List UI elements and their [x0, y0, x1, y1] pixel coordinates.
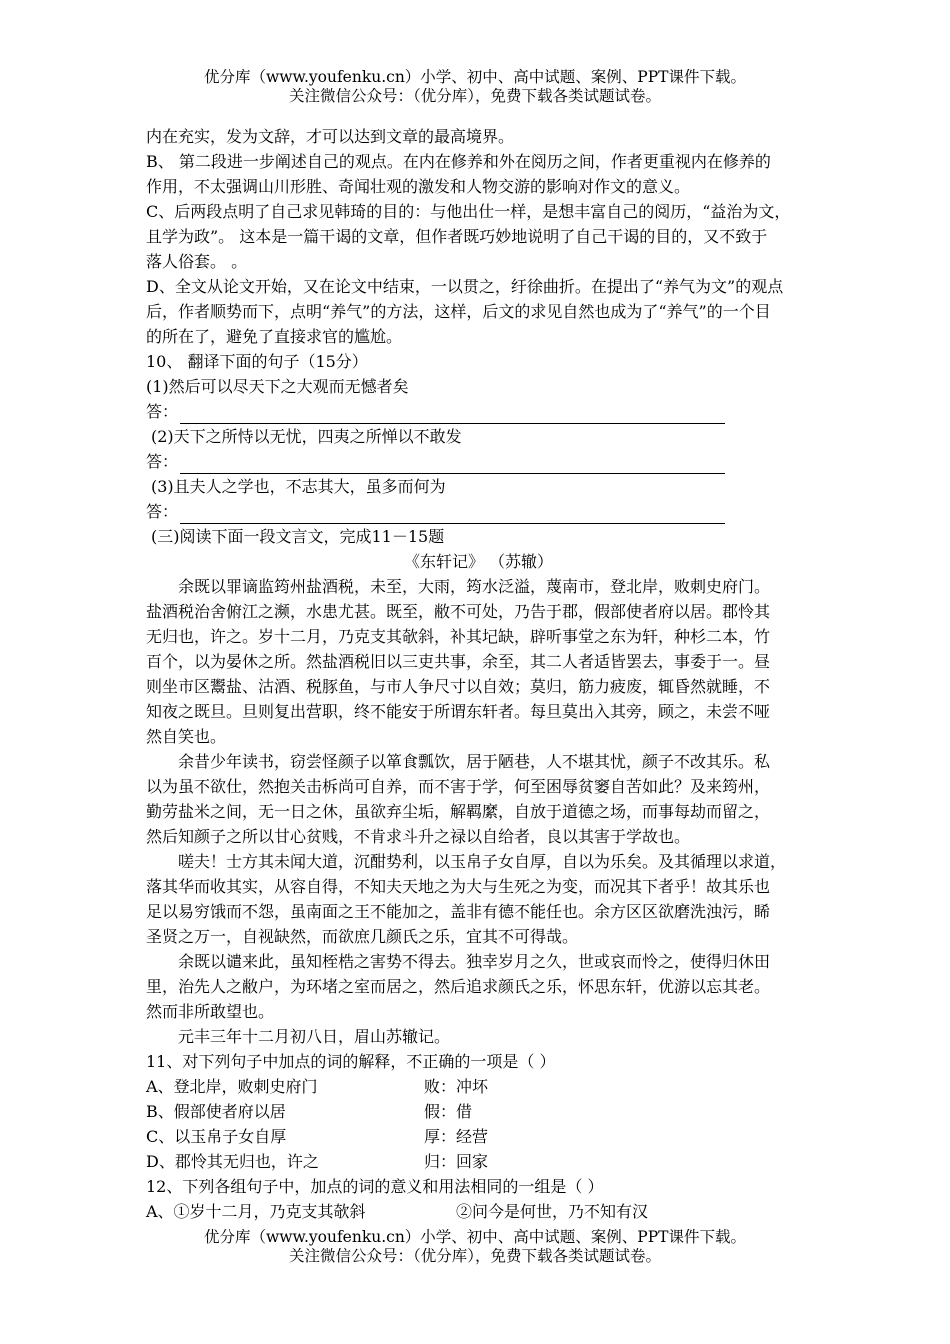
passage-line: 余既以谴来此，虽知桎梏之害势不得去。独幸岁月之久，世或哀而怜之，使得归休田: [178, 952, 771, 971]
answer-label: 答：: [146, 502, 179, 521]
option-text: C、以玉帛子女自厚: [146, 1127, 287, 1146]
page-header: [0, 68, 950, 106]
passage-line: 嗟夫！士方其未闻大道，沉酣势利，以玉帛子女自厚，自以为乐矣。及其循理以求道，: [178, 852, 787, 871]
question-11-option-a: [146, 1074, 811, 1099]
option-d-line: D、全文从论文开始，又在论文中结束，一以贯之，纡徐曲折。在提出了“养气为文”的观点: [146, 277, 784, 296]
text-line: 且学为政”。 这本是一篇干谒的文章，但作者既巧妙地说明了自己干谒的目的，又不致于: [146, 227, 768, 246]
passage-line: 落其华而收其实，从容自得，不知夫天地之为大与生死之为变，而况其下者乎！故其乐也: [146, 877, 771, 896]
passage-line: 然而非所敢望也。: [146, 1002, 275, 1021]
passage-line: 余既以罪谪监筠州盐酒税，未至，大雨，筠水泛溢，蔑南市，登北岸，败刺史府门。: [178, 577, 771, 596]
question-10-1: (1)然后可以尽天下之大观而无憾者矣: [146, 377, 409, 396]
passage-signature: 元丰三年十二月初八日，眉山苏辙记。: [178, 1027, 451, 1046]
option-gloss: 归：回家: [424, 1152, 489, 1171]
page-footer: [0, 1228, 950, 1266]
question-10-2: (2)天下之所恃以无忧，四夷之所惮以不敢发: [151, 427, 462, 446]
answer-blank[interactable]: [180, 405, 725, 424]
passage-line: 百个，以为晏休之所。然盐酒税旧以三吏共事，余至，其二人者适皆罢去，事委于一。昼: [146, 652, 771, 671]
passage-line: 里，治先人之敝户，为环堵之室而居之，然后追求颜氏之乐，怀思东轩，优游以忘其老。: [146, 977, 771, 996]
text-line: 内在充实，发为文辞，才可以达到文章的最高境界。: [146, 127, 515, 146]
option-text: A、登北岸，败刺史府门: [146, 1077, 318, 1096]
footer-line-1: 优分库（www.youfenku.cn）小学、初中、高中试题、案例、PPT课件下载。: [203, 1228, 747, 1246]
footer-line-2: 关注微信公众号：（优分库），免费下载各类试题试卷。: [288, 1247, 661, 1265]
question-11-option-c: [146, 1124, 811, 1149]
question-12-option-a: [146, 1199, 811, 1224]
passage-title: 《东轩记》 （苏辙）: [403, 552, 554, 571]
question-11-option-d: [146, 1149, 811, 1174]
passage-line: 则坐市区鬻盐、沽酒、税豚鱼，与市人争尺寸以自效；莫归，筋力疲废，辄昏然就睡，不: [146, 677, 771, 696]
answer-label: 答：: [146, 452, 179, 471]
answer-row: [146, 399, 811, 424]
text-line: 后，作者顺势而下，点明“养气”的方法，这样，后文的求见自然也成为了“养气”的一个目: [146, 302, 771, 321]
question-11-option-b: [146, 1099, 811, 1124]
passage-line: 足以易穷饿而不怨，虽南面之王不能加之，盖非有德不能任也。余方区区欲磨洗浊污，睎: [146, 902, 771, 921]
answer-blank[interactable]: [180, 455, 725, 474]
document-body: [146, 124, 811, 1224]
passage-line: 圣贤之万一，自视缺然，而欲庶几颜氏之乐，宜其不可得哉。: [146, 927, 579, 946]
option-gloss: 败：冲坏: [424, 1077, 489, 1096]
header-line-2: 关注微信公众号：（优分库），免费下载各类试题试卷。: [288, 87, 661, 105]
passage-line: 然后知颜子之所以甘心贫贱，不肯求斗升之禄以自给者，良以其害于学故也。: [146, 827, 691, 846]
option-b-line: B、 第二段进一步阐述自己的观点。在内在修养和外在阅历之间，作者更重视内在修养的: [146, 152, 771, 171]
option-gloss: 假：借: [424, 1102, 473, 1121]
passage-line: 然自笑也。: [146, 727, 227, 746]
text-line: 作用，不太强调山川形胜、奇闻壮观的激发和人物交游的影响对作文的意义。: [146, 177, 691, 196]
option-text: A、①岁十二月，乃克支其欹斜: [146, 1202, 366, 1221]
passage-line: 以为虽不欲仕，然抱关击柝尚可自养，而不害于学，何至困辱贫窭自苦如此？及来筠州，: [146, 777, 771, 796]
question-10: 10、 翻译下面的句子（15分）: [146, 352, 368, 371]
passage-line: 无归也，许之。岁十二月，乃克支其欹斜，补其圮缺，辟听事堂之东为轩，种杉二本，竹: [146, 627, 771, 646]
option-text-2: ②问今是何世，乃不知有汉: [456, 1202, 649, 1221]
option-text: B、假部使者府以居: [146, 1102, 286, 1121]
answer-label: 答：: [146, 402, 179, 421]
section-3-heading: (三)阅读下面一段文言文，完成11－15题: [151, 527, 445, 546]
passage-line: 知夜之既旦。旦则复出营职，终不能安于所谓东轩者。每旦莫出入其旁，顾之，未尝不哑: [146, 702, 771, 721]
passage-line: 勤劳盐米之间，无一日之休，虽欲弃尘垢，解羁縻，自放于道德之场，而事每劫而留之，: [146, 802, 771, 821]
answer-row: [146, 499, 811, 524]
passage-line: 余昔少年读书，窃尝怪颜子以箪食瓢饮，居于陋巷，人不堪其忧，颜子不改其乐。私: [178, 752, 771, 771]
passage-line: 盐酒税治舍俯江之濒，水患尤甚。既至，敝不可处，乃告于郡，假部使者府以居。郡怜其: [146, 602, 771, 621]
option-text: D、郡怜其无归也，许之: [146, 1152, 319, 1171]
text-line: 的所在了，避免了直接求官的尴尬。: [146, 327, 403, 346]
answer-blank[interactable]: [180, 505, 725, 524]
header-line-1: 优分库（www.youfenku.cn）小学、初中、高中试题、案例、PPT课件下载。: [203, 68, 747, 86]
option-c-line: C、后两段点明了自己求见韩琦的目的：与他出仕一样，是想丰富自己的阅历，“益治为文，: [146, 202, 791, 221]
answer-row: [146, 449, 811, 474]
option-gloss: 厚：经营: [424, 1127, 489, 1146]
question-12: 12、下列各组句子中，加点的词的意义和用法相同的一组是（ ）: [146, 1177, 604, 1196]
text-line: 落人俗套。 。: [146, 252, 248, 271]
question-11: 11、对下列句子中加点的词的解释，不正确的一项是（ ）: [146, 1052, 556, 1071]
question-10-3: (3)且夫人之学也，不志其大，虽多而何为: [151, 477, 446, 496]
